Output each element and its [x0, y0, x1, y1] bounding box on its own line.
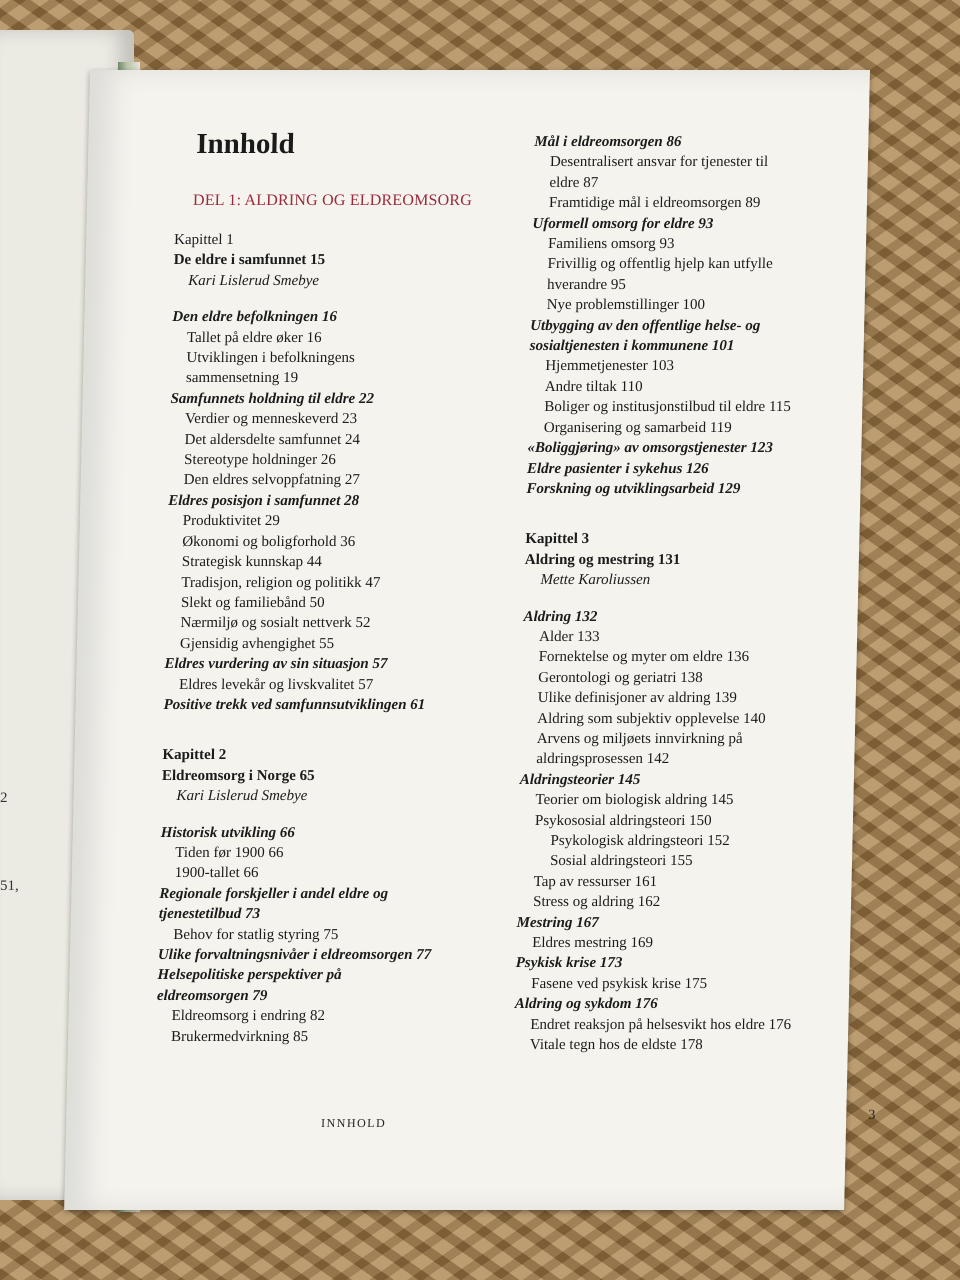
section-entry: Positive trekk ved samfunnsutviklingen 61 [163, 696, 426, 713]
toc-column-left [156, 230, 525, 1047]
subsection-entry: Sosial aldringsteori 155 [549, 853, 693, 870]
subsection-entry: Familiens omsorg 93 [547, 236, 675, 253]
subsection-entry: Tradisjon, religion og politikk 47 [181, 574, 381, 591]
subsection-entry: Den eldres selvoppfatning 27 [183, 472, 361, 489]
subsection-entry: Organisering og samarbeid 119 [543, 419, 732, 436]
subsection-entry: Tap av ressurser 161 [533, 873, 658, 890]
subsection-entry: Frivillig og offentlig hjelp kan utfylle [547, 256, 773, 273]
section-entry: Historisk utvikling 66 [160, 824, 296, 841]
subsection-entry: Hjemmetjenester 103 [545, 358, 675, 375]
subsection-entry: eldre 87 [549, 174, 599, 191]
subsection-entry: Utviklingen i befolkningens [186, 350, 355, 367]
chapter-author: Mette Karoliussen [540, 572, 651, 589]
section-entry: Utbygging av den offentlige helse- og [530, 317, 761, 334]
subsection-entry: Stress og aldring 162 [532, 894, 661, 911]
section-entry: Eldres posisjon i samfunnet 28 [168, 492, 360, 509]
subsection-entry: Arvens og miljøets innvirkning på [536, 730, 743, 747]
subsection-entry: Tiden før 1900 66 [175, 844, 284, 861]
subsection-entry: Strategisk kunnskap 44 [181, 554, 323, 571]
spacer [163, 715, 514, 745]
section-entry: eldreomsorgen 79 [156, 987, 268, 1004]
section-entry: Mestring 167 [516, 914, 599, 931]
spacer [173, 291, 523, 307]
subsection-entry: Fornektelse og myter om eldre 136 [538, 649, 750, 666]
subsection-entry: Slekt og familiebånd 50 [180, 594, 325, 611]
section-entry: Ulike forvaltningsnivåer i eldreomsorgen 77 [157, 947, 432, 963]
toc-column-right [514, 132, 865, 1055]
chapter-label: Kapittel 1 [173, 232, 234, 248]
subsection-entry: Nærmiljø og sosialt nettverk 52 [180, 615, 371, 632]
subsection-entry: Psykososial aldringsteori 150 [534, 812, 712, 829]
subsection-entry: Nye problemstillinger 100 [546, 297, 706, 314]
section-entry: tjenestetilbud 73 [158, 906, 261, 923]
subsection-entry: Psykologisk aldringsteori 152 [550, 833, 730, 849]
subsection-entry: Framtidige mål i eldreomsorgen 89 [548, 195, 761, 212]
section-entry: sosialtjenesten i kommunene 101 [529, 338, 735, 355]
chapter-author: Kari Lislerud Smebye [176, 788, 308, 805]
section-entry: Samfunnets holdning til eldre 22 [170, 390, 375, 407]
subsection-entry: Aldring som subjektiv opplevelse 140 [537, 710, 766, 727]
subsection-entry: Boliger og institusjonstilbud til eldre 115 [544, 399, 792, 416]
part-title: DEL 1: ALDRING OG ELDREOMSORG [192, 192, 473, 209]
chapter-label: Kapittel 2 [162, 747, 227, 764]
section-entry: Aldring og sykdom 176 [514, 996, 658, 1013]
subsection-entry: Fasene ved psykisk krise 175 [531, 975, 708, 992]
section-entry: Eldres vurdering av sin situasjon 57 [164, 656, 388, 673]
subsection-entry: Desentralisert ansvar for tjenester til [549, 154, 769, 171]
section-entry: «Boliggjøring» av omsorgstjenester 123 [527, 440, 774, 457]
section-entry: Aldringsteorier 145 [519, 771, 641, 788]
subsection-entry: Eldres levekår og livskvalitet 57 [178, 676, 374, 693]
subsection-entry: aldringsprosessen 142 [536, 751, 670, 768]
section-entry: Psykisk krise 173 [515, 955, 623, 972]
subsection-entry: Alder 133 [538, 628, 600, 645]
subsection-entry: Vitale tegn hos de eldste 178 [529, 1037, 703, 1054]
subsection-entry: Gjensidig avhengighet 55 [179, 635, 335, 652]
chapter-title: Eldreomsorg i Norge 65 [161, 767, 315, 784]
page-title: Innhold [195, 128, 296, 160]
page-number: 3 [868, 1108, 876, 1123]
subsection-entry: Ulike definisjoner av aldring 139 [537, 690, 738, 707]
section-entry: Aldring 132 [523, 608, 598, 625]
subsection-entry: Verdier og menneskeverd 23 [184, 411, 358, 428]
chapter-author: Kari Lislerud Smebye [188, 272, 320, 289]
book-page [64, 70, 876, 1210]
subsection-entry: Økonomi og boligforhold 36 [182, 533, 356, 550]
section-entry: Den eldre befolkningen 16 [172, 309, 338, 326]
subsection-entry: Endret reaksjon på helsesvikt hos eldre 176 [530, 1016, 792, 1033]
subsection-entry: 1900-tallet 66 [174, 865, 259, 882]
subsection-entry: Tallet på eldre øker 16 [186, 329, 322, 346]
subsection-entry: Andre tiltak 110 [544, 378, 643, 395]
section-entry: Mål i eldreomsorgen 86 [534, 134, 682, 150]
section-entry: Forskning og utviklingsarbeid 129 [526, 480, 741, 497]
subsection-entry: Det aldersdelte samfunnet 24 [184, 431, 361, 448]
section-entry: Regionale forskjeller i andel eldre og [159, 885, 389, 902]
chapter-label: Kapittel 3 [525, 531, 590, 548]
spacer [526, 499, 857, 529]
subsection-entry: Gerontologi og geriatri 138 [538, 669, 703, 686]
subsection-entry: sammensetning 19 [185, 370, 299, 387]
subsection-entry: hverandre 95 [546, 276, 627, 293]
spacer [524, 591, 854, 607]
section-entry: Helsepolitiske perspektiver på [157, 967, 342, 984]
section-entry: Uformell omsorg for eldre 93 [532, 215, 714, 232]
subsection-entry: Behov for statlig styring 75 [173, 926, 339, 943]
chapter-title: Aldring og mestring 131 [524, 551, 681, 568]
subsection-entry: Brukermedvirkning 85 [170, 1028, 309, 1045]
subsection-entry: Eldres mestring 169 [532, 935, 654, 952]
subsection-entry: Teorier om biologisk aldring 145 [535, 792, 734, 809]
subsection-entry: Produktivitet 29 [182, 513, 281, 530]
subsection-entry: Eldreomsorg i endring 82 [171, 1008, 326, 1025]
margin-fragment: 2 [0, 790, 8, 806]
chapter-title: De eldre i samfunnet 15 [173, 252, 326, 269]
margin-fragment: 51, [0, 878, 19, 894]
spacer [161, 807, 511, 823]
section-entry: Eldre pasienter i sykehus 126 [526, 460, 709, 477]
subsection-entry: Stereotype holdninger 26 [183, 452, 336, 469]
footer-label: INNHOLD [320, 1116, 387, 1130]
